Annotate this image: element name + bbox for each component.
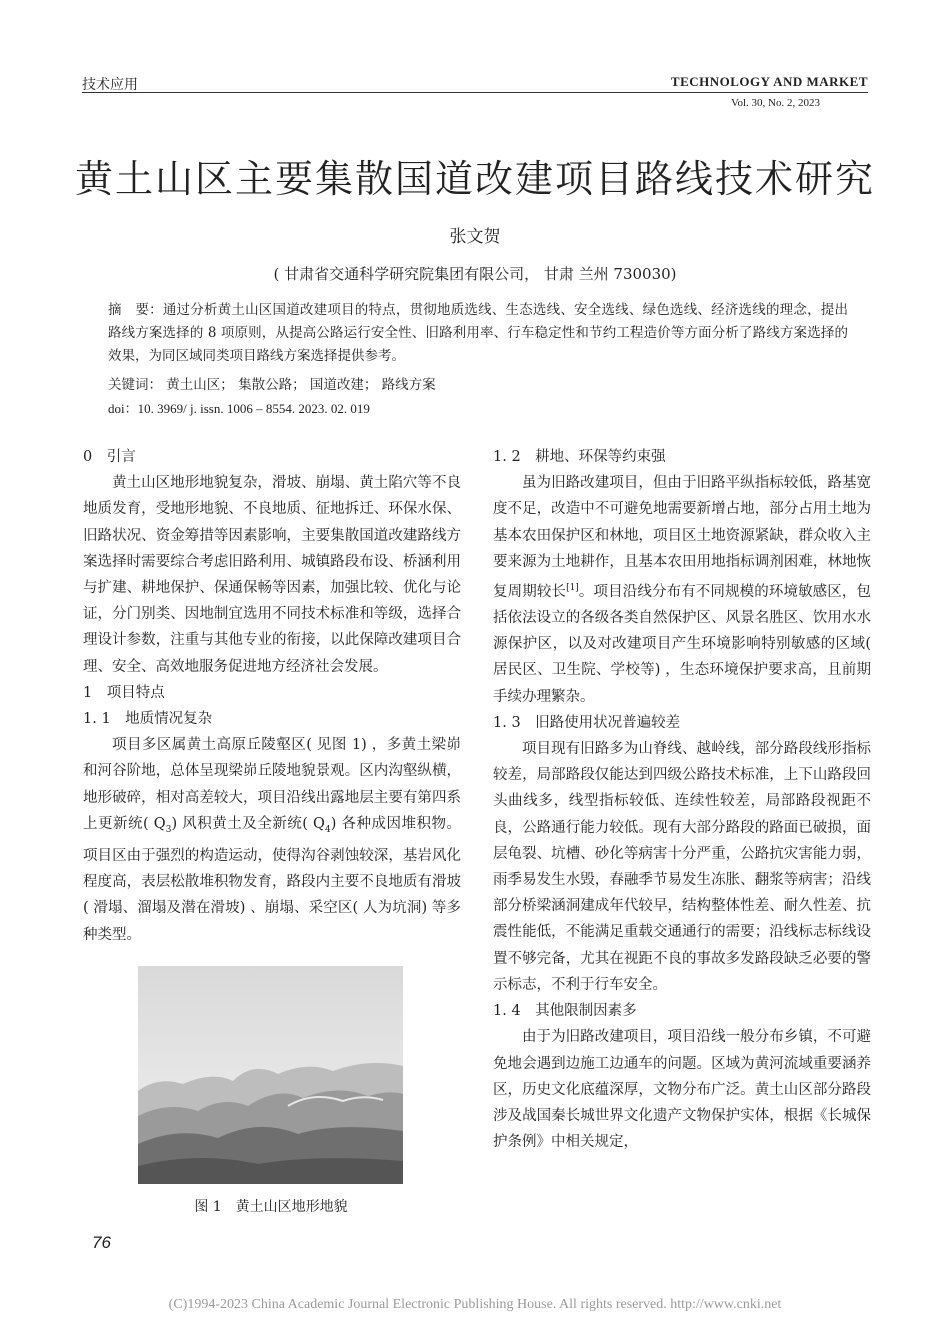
author: 张文贺: [449, 227, 501, 247]
section-1-4-text: 由于为旧路改建项目，项目沿线一般分布乡镇，不可避免地会遇到边施工边通车的问题。区域为黄河流域重要涵养区，历史文化底蕴深厚，文物分布广泛。黄土山区部分路段涉及战国秦长城世界文化遗产文物保护实体，根据《长城保护条例》中相关规定，: [493, 1029, 871, 1151]
affiliation: ( 甘肃省交通科学研究院集团有限公司， 甘肃 兰州 730030): [273, 265, 677, 283]
header-divider: [82, 92, 868, 93]
figure-1-image: [138, 966, 403, 1184]
section-0-text: 黄土山区地形地貌复杂，滑坡、崩塌、黄土陷穴等不良地质发育，受地形地貌、不良地质、征地拆迁、环保水保、旧路状况、资金筹措等因素影响，主要集散国道改建路线方案选择时需要综合考虑旧路利用、城镇路段布设、桥涵利用与扩建、耕地保护、保通保畅等因素，加强比较、优化与论证，分门别类、因地制宜选用不同技术标准和等级，选择合理设计参数，注重与其他专业的衔接，以此保障改建项目合理、安全、高效地服务促进地方经济社会发展。: [83, 475, 461, 675]
volume-info: Vol. 30, No. 2, 2023: [730, 97, 820, 109]
journal-name: TECHNOLOGY AND MARKET: [670, 74, 868, 89]
section-1-1-text: 项目多区属黄土高原丘陵壑区( 见图 1) ，多黄土梁峁和河谷阶地，总体呈现梁峁丘陵地貌景观。区内沟壑纵横，地形破碎，相对高差较大，项目沿线出露地层主要有第四系上更新统( $Q_3$) 风积黄土及全新统( $Q_4$) 各种成因堆积物。项目区由于强烈的构造运动，使得沟谷剥蚀较深，基岩风化程度高，表层松散堆积物发育，路段内主要不良地质有滑坡( 滑塌、溜塌及潜在滑坡) 、崩塌、采空区( 人为坑洞) 等多种类型。: [83, 737, 462, 943]
left-column: [83, 444, 461, 948]
section-1-3-text: 项目现有旧路多为山脊线、越岭线，部分路段线形指标较差，局部路段仅能达到四级公路技术标准，上下山路段回头曲线多，线型指标较低、连续性较差，局部路段视距不良，公路通行能力较低。现有大部分路段的路面已破损，面层龟裂、坑槽、砂化等病害十分严重，公路抗灾害能力弱，雨季易发生水毁，春融季节易发生冻胀、翻浆等病害；沿线部分桥梁涵洞建成年代较早，结构整体性差、耐久性差、抗震性能低，不能满足重载交通通行的需要；沿线标志标线设置不够完备，尤其在视距不良的事故多发路段缺乏必要的警示标志，不利于行车安全。: [493, 741, 871, 993]
section-label: 技术应用: [82, 77, 138, 93]
section-0-heading: 0 引言: [83, 449, 136, 465]
citation-ref: [1]: [566, 583, 579, 594]
keywords: 关键词： 黄土山区； 集散公路； 国道改建； 路线方案: [108, 377, 436, 393]
paper-title: 黄土山区主要集散国道改建项目路线技术研究: [74, 157, 875, 201]
section-1-2-heading: 1. 2 耕地、环保等约束强: [493, 449, 666, 465]
doi: doi：10. 3969/ j. issn. 1006 – 8554. 2023. 02. 019: [108, 401, 370, 416]
right-column: [493, 444, 871, 1155]
section-1-heading: 1 项目特点: [83, 684, 165, 701]
section-1-2-text: 虽为旧路改建项目，但由于旧路平纵指标较低，路基宽度不足，改造中不可避免地需要新增占地，部分占用土地为基本农田保护区和林地，项目区土地资源紧缺，群众收入主要来源为土地耕作，且基本农田用地指标调剂困难，林地恢复周期较长[1]。项目沿线分布有不同规模的环境敏感区，包括依法设立的各级各类自然保护区、风景名胜区、饮用水水源保护区，以及对改建项目产生环境影响特别敏感的区域( 居民区、卫生院、学校等) ，生态环境保护要求高，且前期手续办理繁杂。: [493, 475, 872, 705]
section-1-4-heading: 1. 4 其他限制因素多: [493, 1003, 637, 1020]
figure-1-caption: 图 1 黄土山区地形地貌: [194, 1199, 348, 1215]
copyright-footer: (C)1994-2023 China Academic Journal Electronic Publishing House. All rights reserved. http://www.cnki.net: [168, 1297, 782, 1312]
section-1-3-heading: 1. 3 旧路使用状况普遍较差: [493, 714, 681, 731]
page-number: 76: [92, 1233, 111, 1252]
abstract: 摘 要：通过分析黄土山区国道改建项目的特点，贯彻地质选线、生态选线、安全选线、绿色选线、经济选线的理念，提出路线方案选择的 8 项原则，从提高公路运行安全性、旧路利用率、行车稳定性和节约工程造价等方面分析了路线方案选择的效果，为同区域同类项目路线方案选择提供参考。: [108, 302, 848, 364]
section-1-1-heading: 1. 1 地质情况复杂: [83, 711, 213, 728]
